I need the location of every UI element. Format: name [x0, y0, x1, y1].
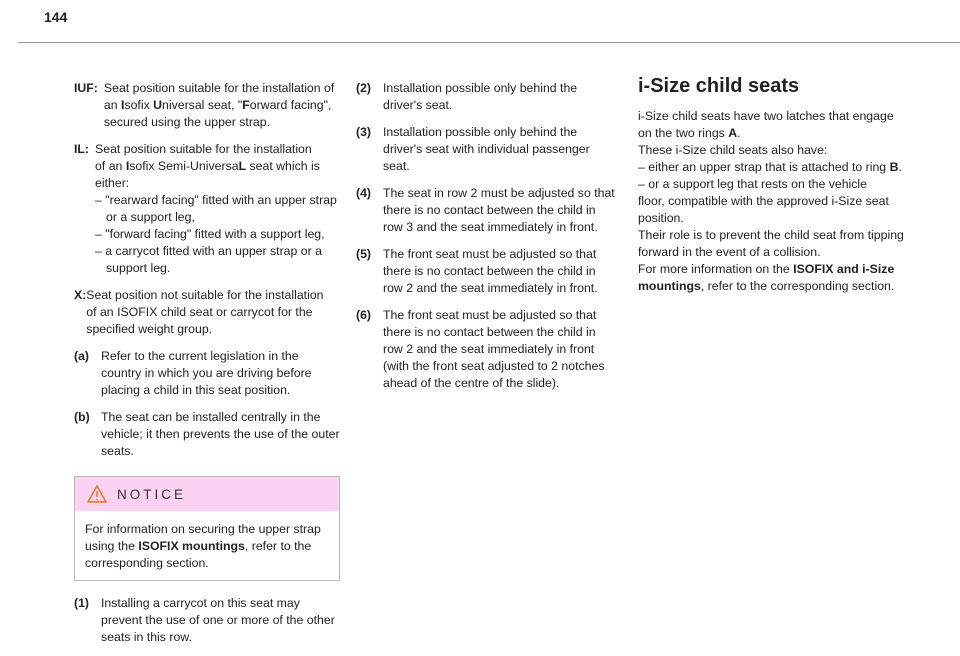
note-marker: (2): [356, 81, 372, 95]
note-2: [356, 80, 618, 114]
bold-text: I: [121, 98, 125, 112]
bold-text: mountings: [638, 279, 701, 293]
note-text: Refer to the current legislation in the country in which you are driving before placing a child in this seat position.: [101, 349, 312, 397]
bold-text: I: [125, 159, 130, 173]
text-line: i-Size child seats have two latches that engage: [638, 109, 894, 123]
note-marker: (6): [356, 308, 372, 322]
note-marker: (5): [356, 247, 372, 261]
note-text: Installing a carrycot on this seat may prevent the use of one or more of the other seats in this row.: [101, 596, 335, 644]
dash-item: – "forward facing" fitted with a support leg,: [95, 227, 325, 241]
note-text: Installation possible only behind the driver's seat with individual passenger seat.: [383, 125, 590, 173]
note-text: The front seat must be adjusted so that there is no contact between the child in row 2 and the seat immediately in front.: [383, 247, 598, 295]
note-a: [74, 348, 340, 399]
page-number: 144: [44, 9, 68, 25]
dash-item: – a carrycot fitted with an upper strap or a support leg.: [95, 244, 322, 275]
warning-triangle-icon: [87, 485, 107, 503]
note-marker: (b): [74, 410, 90, 424]
dash-item: – either an upper strap that is attached to ring B.: [638, 160, 902, 174]
note-marker: (1): [74, 596, 90, 610]
notice-title: NOTICE: [117, 486, 187, 502]
note-text: Installation possible only behind the driver's seat.: [383, 81, 578, 112]
bold-text: A: [728, 126, 738, 140]
text-line: forward in the event of a collision.: [638, 245, 821, 259]
definition-term: IL:: [74, 142, 90, 156]
notice-text: [75, 511, 339, 580]
text-line: of an ISOFIX child seat or carrycot for the: [86, 305, 313, 319]
text-line: position.: [638, 211, 684, 225]
text-line: mountings, refer to the corresponding section.: [638, 279, 895, 293]
note-6: [356, 307, 618, 392]
definition-text: [104, 80, 340, 131]
text-line: on the two rings A.: [638, 126, 741, 140]
definition-term: X:: [74, 288, 87, 302]
definition-x: [74, 287, 340, 338]
definition-il: [74, 141, 340, 277]
note-3: [356, 124, 618, 175]
column-right: [638, 74, 908, 295]
text-line: an Isofix Universal seat, "Forward facing",: [103, 98, 332, 112]
note-text: The seat can be installed centrally in the vehicle; it then prevents the use of the outer seats.: [101, 410, 340, 458]
definition-text: [72, 287, 340, 338]
bold-text: L: [238, 159, 247, 173]
text-line: For more information on the ISOFIX and i-Size: [638, 262, 895, 276]
text-line: For information on securing the upper strap: [85, 522, 321, 536]
text-line: These i-Size child seats also have:: [638, 143, 828, 157]
definition-term: IUF:: [74, 81, 98, 95]
bold-text: B: [889, 160, 899, 174]
note-b: [74, 409, 340, 460]
note-1: [74, 595, 340, 646]
note-marker: (4): [356, 186, 372, 200]
note-marker: (3): [356, 125, 372, 139]
note-text: The front seat must be adjusted so that there is no contact between the child in row 2 and the seat immediately in front (with the front seat adjusted to 2 notches ahead of the centre of the slide).: [383, 308, 605, 390]
section-body: [638, 108, 908, 295]
column-middle: [356, 80, 618, 402]
text-line: specified weight group.: [86, 322, 213, 336]
header-rule: [18, 42, 960, 43]
text-line: of an Isofix Semi-UniversaL seat which is: [95, 159, 320, 173]
text-line: secured using the upper strap.: [103, 115, 271, 129]
definition-iuf: [74, 80, 340, 131]
text-line: Their role is to prevent the child seat from tipping: [638, 228, 904, 242]
bold-text: ISOFIX and i-Size: [793, 262, 895, 276]
text-line: corresponding section.: [85, 556, 209, 570]
dash-item: – "rearward facing" fitted with an upper strap or a support leg,: [95, 193, 337, 224]
bold-text: F: [242, 98, 250, 112]
text-line: floor, compatible with the approved i-Size seat: [638, 194, 889, 208]
note-5: [356, 246, 618, 297]
text-line: either:: [95, 176, 130, 190]
definition-text: [95, 141, 340, 277]
text-line: Seat position not suitable for the installation: [86, 288, 324, 302]
dash-item: – or a support leg that rests on the vehicle: [638, 177, 867, 191]
notice-header: [75, 477, 339, 511]
text-line: Seat position suitable for the installation of: [103, 81, 335, 95]
bold-text: U: [153, 98, 163, 112]
notice-box: [74, 476, 340, 581]
text-line: Seat position suitable for the installation: [95, 142, 312, 156]
text-line: using the ISOFIX mountings, refer to the: [85, 539, 312, 553]
note-text: The seat in row 2 must be adjusted so that there is no contact between the child in row 3 and the seat immediately in front.: [383, 186, 615, 234]
bold-text: ISOFIX mountings: [138, 539, 245, 553]
note-4: [356, 185, 618, 236]
note-marker: (a): [74, 349, 90, 363]
column-left: [74, 80, 340, 656]
section-heading: i-Size child seats: [638, 75, 800, 97]
